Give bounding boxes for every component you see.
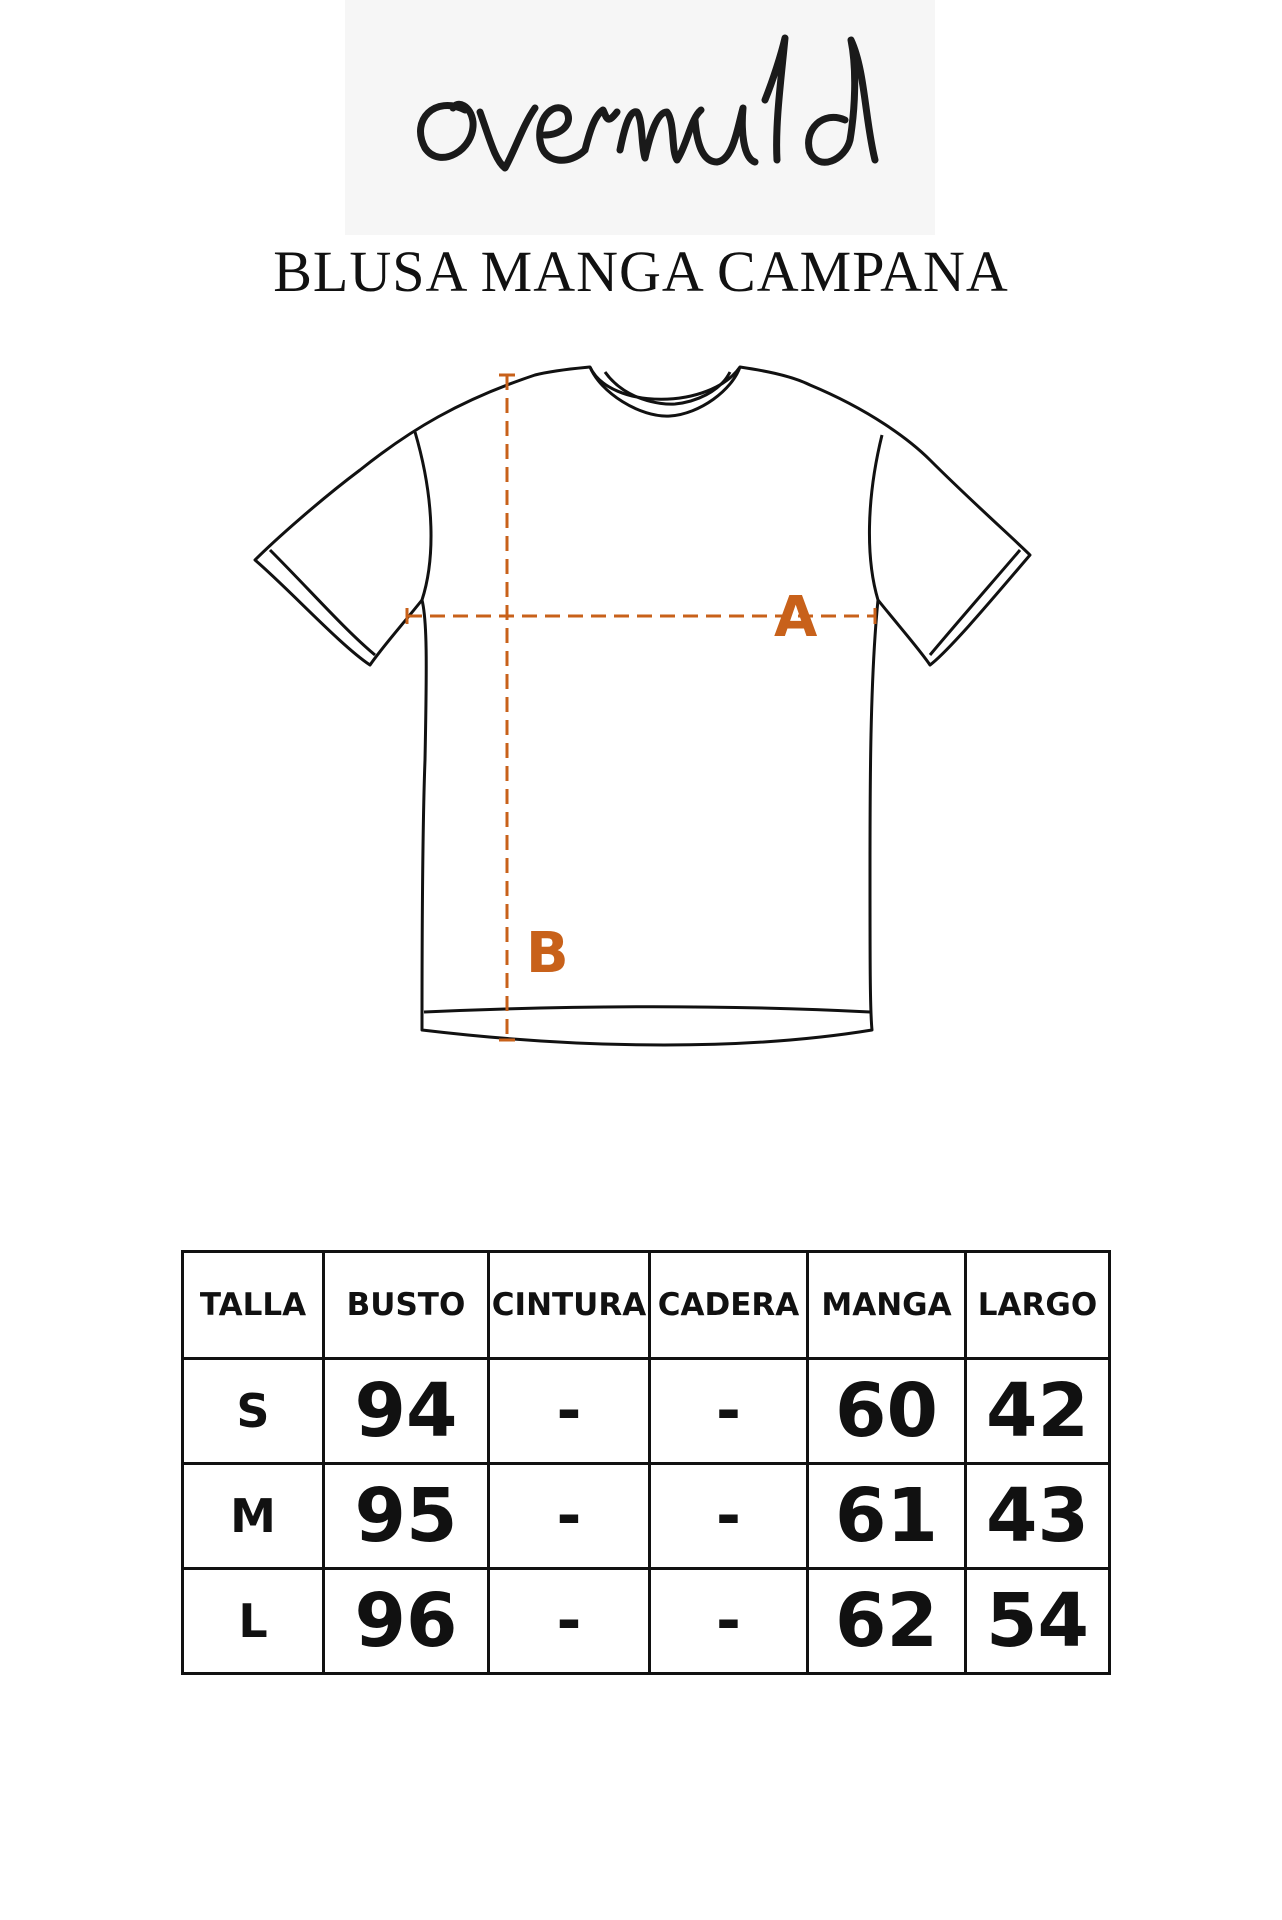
- product-title: BLUSA MANGA CAMPANA: [273, 239, 1009, 304]
- table-row: [183, 1569, 1110, 1674]
- largo-cell: 54: [966, 1569, 1110, 1674]
- manga-cell: 60: [808, 1359, 966, 1464]
- largo-cell: 42: [966, 1359, 1110, 1464]
- size-table-header-row: [183, 1252, 1110, 1359]
- handwritten-logo-mark: [345, 0, 935, 235]
- size-cell: S: [183, 1359, 324, 1464]
- size-cell: M: [183, 1464, 324, 1569]
- measure-label-b: B: [526, 921, 569, 986]
- cintura-cell: -: [489, 1464, 650, 1569]
- tshirt-measurement-diagram: [230, 360, 1060, 1060]
- tshirt-outline: [255, 367, 1030, 1045]
- size-table: [181, 1250, 1111, 1675]
- header-cadera: CADERA: [650, 1252, 808, 1359]
- header-manga: MANGA: [808, 1252, 966, 1359]
- cadera-cell: -: [650, 1359, 808, 1464]
- table-row: [183, 1359, 1110, 1464]
- measure-label-a: A: [774, 585, 818, 650]
- manga-cell: 62: [808, 1569, 966, 1674]
- cadera-cell: -: [650, 1464, 808, 1569]
- header-cintura: CINTURA: [489, 1252, 650, 1359]
- cintura-cell: -: [489, 1569, 650, 1674]
- busto-cell: 95: [324, 1464, 489, 1569]
- busto-cell: 96: [324, 1569, 489, 1674]
- busto-cell: 94: [324, 1359, 489, 1464]
- brand-logo: [345, 0, 935, 235]
- size-cell: L: [183, 1569, 324, 1674]
- manga-cell: 61: [808, 1464, 966, 1569]
- table-row: [183, 1464, 1110, 1569]
- cadera-cell: -: [650, 1569, 808, 1674]
- measure-guides: [407, 375, 875, 1040]
- header-talla: TALLA: [183, 1252, 324, 1359]
- largo-cell: 43: [966, 1464, 1110, 1569]
- cintura-cell: -: [489, 1359, 650, 1464]
- tshirt-diagram-svg: [230, 360, 1060, 1060]
- header-busto: BUSTO: [324, 1252, 489, 1359]
- header-largo: LARGO: [966, 1252, 1110, 1359]
